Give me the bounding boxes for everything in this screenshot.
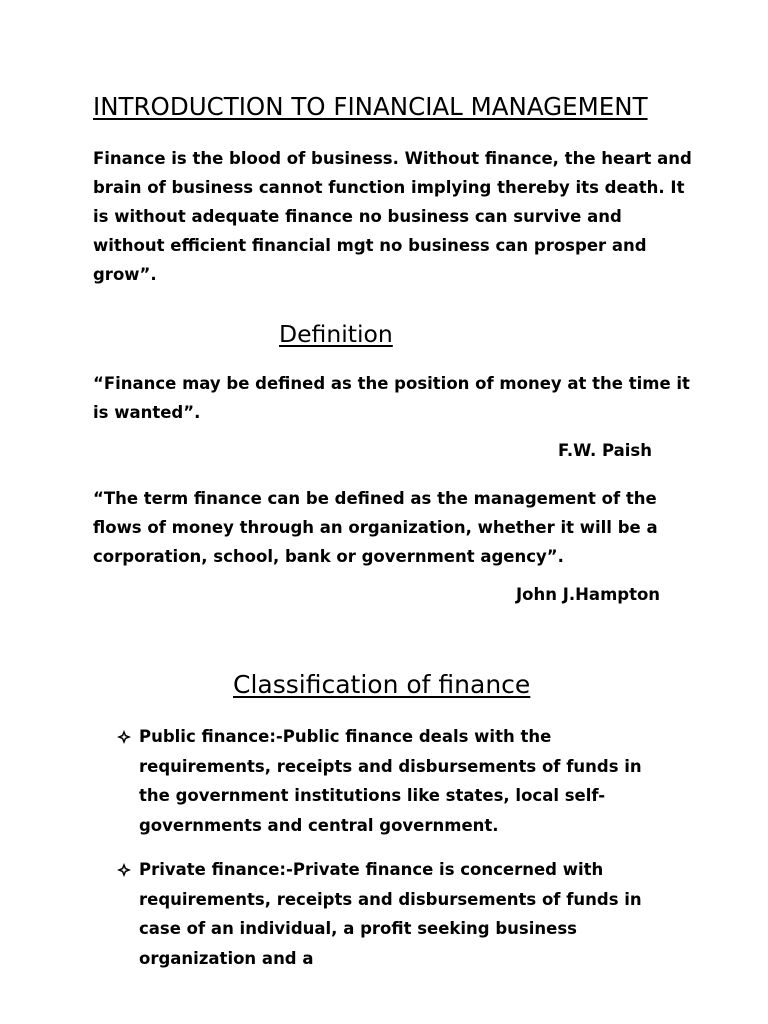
list-item-public-finance — [117, 722, 677, 840]
diamond-bullet-icon — [117, 855, 135, 884]
document-title: INTRODUCTION TO FINANCIAL MANAGEMENT — [93, 92, 648, 121]
classification-heading: Classification of finance — [233, 670, 531, 699]
list-item-text: Public finance:-Public finance deals with the requirements, receipts and disbursements of funds in the government institutions like states, local self-governments and central government. — [139, 727, 642, 835]
list-item-text: Private finance:-Private finance is concerned with requirements, receipts and disbursements of funds in case of an individual, a profit seeking business organization and a — [139, 860, 642, 968]
intro-paragraph: Finance is the blood of business. Without finance, the heart and brain of business cannot function implying thereby its death. It is without adequate finance no business can survive and without efficient financial mgt no business can prosper and grow”. — [93, 149, 692, 284]
diamond-bullet-icon — [117, 722, 135, 751]
definition-quote-paish: “Finance may be defined as the position of money at the time it is wanted”. — [93, 374, 690, 422]
quote-author-hampton: John J.Hampton — [516, 585, 661, 604]
quote-author-paish: F.W. Paish — [558, 441, 652, 460]
list-item-private-finance — [117, 855, 677, 973]
classification-list — [117, 722, 677, 988]
definition-quote-hampton: “The term finance can be defined as the management of the flows of money through an organization, whether it will be a corporation, school, bank or government agency”. — [93, 489, 658, 566]
definition-heading: Definition — [279, 320, 393, 348]
